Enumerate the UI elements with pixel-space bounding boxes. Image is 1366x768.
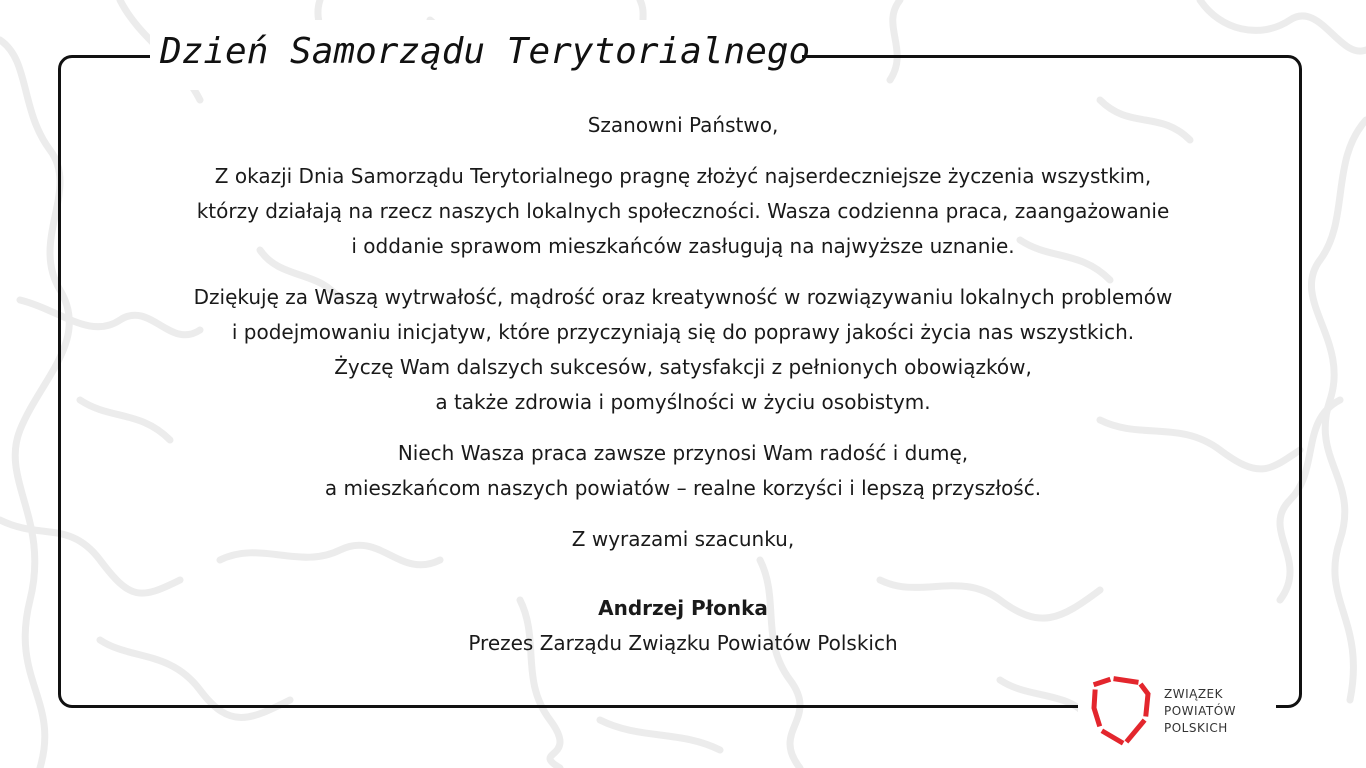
- letter-paragraph-1: Z okazji Dnia Samorządu Terytorialnego pragnę złożyć najserdeczniejsze życzenia wszystkim, którzy działają na rzecz naszych lokalnych społeczności. Wasza codzienna praca, zaangażowanie i oddanie sprawom mieszkańców zasługują na najwyższe uznanie.: [196, 164, 1170, 258]
- letter-paragraph-2: Dziękuję za Waszą wytrwałość, mądrość oraz kreatywność w rozwiązywaniu lokalnych problemów i podejmowaniu inicjatyw, które przyczyniają się do poprawy jakości życia nas wszystkich. Życzę Wam dalszych sukcesów, satysfakcji z pełnionych obowiązków, a także zdrowia i pomyślności w życiu osobistym.: [193, 285, 1173, 414]
- logo-text-line-3: POLSKICH: [1164, 721, 1228, 735]
- signer-name: Andrzej Płonka: [598, 596, 768, 620]
- letter-closing: Z wyrazami szacunku,: [571, 527, 795, 551]
- letter-body: [80, 108, 1286, 661]
- signer-title: Prezes Zarządu Związku Powiatów Polskich: [468, 631, 898, 655]
- letter-paragraph-3: Niech Wasza praca zawsze przynosi Wam radość i dumę, a mieszkańcom naszych powiatów – realne korzyści i lepszą przyszłość.: [324, 441, 1042, 500]
- shield-outline-icon: [1088, 674, 1158, 750]
- logo-text: [1164, 686, 1236, 737]
- page-title: Dzień Samorządu Terytorialnego: [160, 31, 811, 72]
- logo-text-line-1: ZWIĄZEK: [1164, 687, 1224, 701]
- organization-logo: [1088, 674, 1268, 750]
- letter-salutation: Szanowni Państwo,: [587, 113, 779, 137]
- logo-text-line-2: POWIATÓW: [1164, 704, 1237, 718]
